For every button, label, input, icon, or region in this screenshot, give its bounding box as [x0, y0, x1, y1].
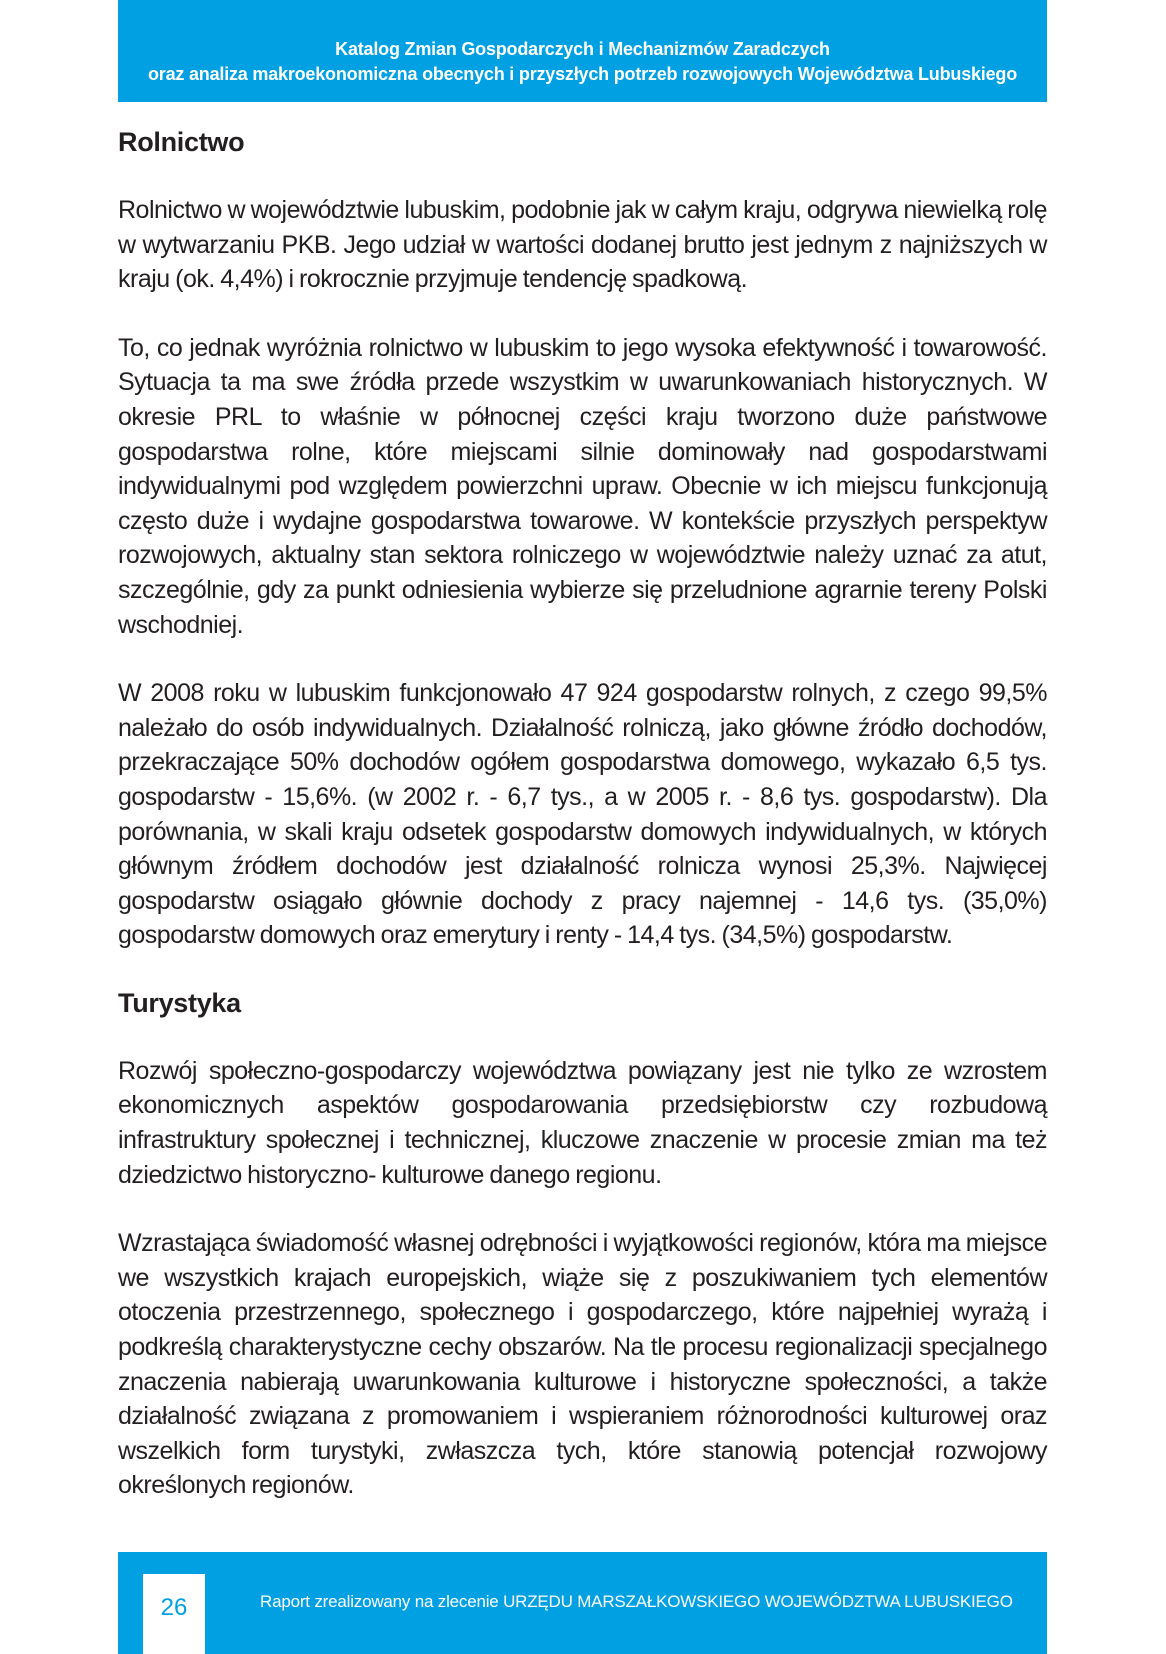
paragraph: To, co jednak wyróżnia rolnictwo w lubuskim to jego wysoka efektywność i towarowość. Sytuacja ta ma swe źródła przede wszystkim w uwarunkowaniach historycznych. W okresie PRL to właśnie w północnej części kraju tworzono duże państwowe gospodarstwa rolne, które miejscami silnie dominowały nad gospodarstwami indywidualnymi pod względem powierzchni upraw. Obecnie w ich miejscu funkcjonują często duże i wydajne gospodarstwa towarowe. W kontekście przyszłych perspektyw rozwojowych, aktualny stan sektora rolniczego w województwie należy uznać za atut, szczególnie, gdy za punkt odniesienia wybierze się przeludnione agrarnie tereny Polski wschodniej.: [118, 333, 1047, 639]
section-rolnictwo: [118, 124, 1047, 953]
section-heading-turystyka: Turystyka: [118, 987, 241, 1018]
section-turystyka: [118, 985, 1047, 1503]
paragraph: Wzrastająca świadomość własnej odrębności i wyjątkowości regionów, która ma miejsce we wszystkich krajach europejskich, wiąże się z poszukiwaniem tych elementów otoczenia przestrzennego, społecznego i gospodarczego, które najpełniej wyrażą i podkreślą charakterystyczne cechy obszarów. Na tle procesu regionalizacji specjalnego znaczenia nabierają uwarunkowania kulturowe i historyczne społeczności, a także działalność związana z promowaniem i wspieraniem różnorodności kulturowej oraz wszelkich form turystyki, zwłaszcza tych, które stanowią potencjał rozwojowy określonych regionów.: [118, 1229, 1047, 1500]
footer-text: Raport zrealizowany na zlecenie URZĘDU MARSZAŁKOWSKIEGO WOJEWÓDZTWA LUBUSKIEGO: [260, 1592, 1013, 1611]
page-header: [118, 0, 1047, 102]
paragraph: W 2008 roku w lubuskim funkcjonowało 47 924 gospodarstw rolnych, z czego 99,5% należało do osób indywidualnych. Działalność rolniczą, jako główne źródło dochodów, przekraczające 50% dochodów ogółem gospodarstwa domowego, wykazało 6,5 tys. gospodarstw - 15,6%. (w 2002 r. - 6,7 tys., a w 2005 r. - 8,6 tys. gospodarstw). Dla porównania, w skali kraju odsetek gospodarstw domowych indywidualnych, w których głównym źródłem dochodów jest działalność rolnicza wynosi 25,3%. Najwięcej gospodarstw osiągało głównie dochody z pracy najemnej - 14,6 tys. (35,0%) gospodarstw domowych oraz emerytury i renty - 14,4 tys. (34,5%) gospodarstw.: [118, 679, 1047, 950]
header-title-line-2: oraz analiza makroekonomiczna obecnych i przyszłych potrzeb rozwojowych Województwa Lubuskiego: [147, 64, 1018, 84]
page-footer: [118, 1552, 1047, 1654]
page-number: 26: [143, 1574, 205, 1654]
section-heading-rolnictwo: Rolnictwo: [118, 127, 245, 157]
document-body: [118, 124, 1047, 1537]
paragraph: Rozwój społeczno-gospodarczy województwa powiązany jest nie tylko ze wzrostem ekonomicznych aspektów gospodarowania przedsiębiorstw czy rozbudową infrastruktury społecznej i technicznej, kluczowe znaczenie w procesie zmian ma też dziedzictwo historyczno- kulturowe danego regionu.: [118, 1056, 1047, 1189]
paragraph: Rolnictwo w województwie lubuskim, podobnie jak w całym kraju, odgrywa niewielką rolę w wytwarzaniu PKB. Jego udział w wartości dodanej brutto jest jednym z najniższych w kraju (ok. 4,4%) i rokrocznie przyjmuje tendencję spadkową.: [118, 196, 1047, 294]
header-title-line-1: Katalog Zmian Gospodarczych i Mechanizmów Zaradczych: [335, 39, 830, 59]
